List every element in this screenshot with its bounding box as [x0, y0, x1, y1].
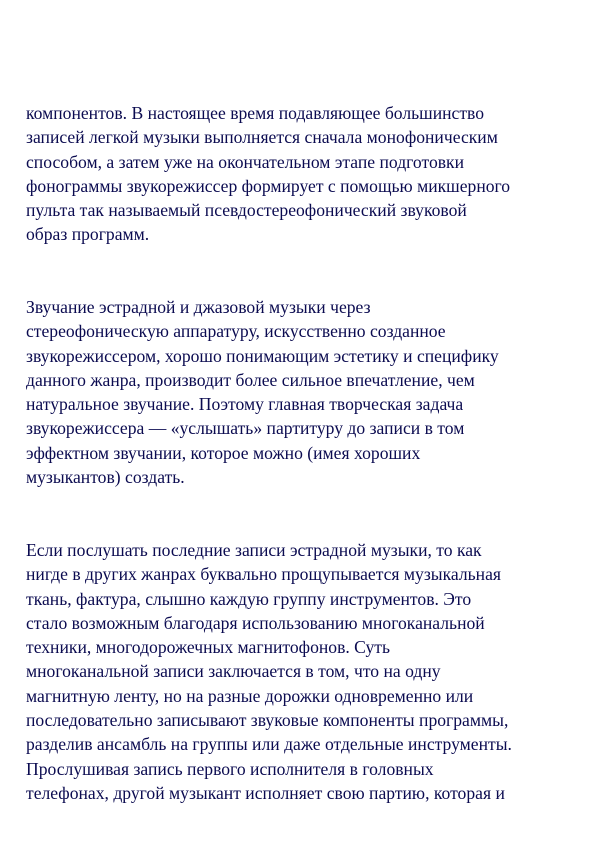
- text-line: техники, многодорожечных магнитофонов. Суть: [26, 637, 390, 658]
- text-line: Прослушивая запись первого исполнителя в головных: [26, 758, 434, 779]
- text-line: эффектном звучании, которое можно (имея хороших: [26, 442, 421, 463]
- text-line: нигде в других жанрах буквально прощупывается музыкальная: [26, 564, 501, 585]
- text-line: Звучание эстрадной и джазовой музыки через: [26, 297, 371, 317]
- text-line: разделив ансамбль на группы или даже отдельные инструменты.: [26, 734, 512, 755]
- text-line: образ программ.: [26, 224, 150, 245]
- text-line: Если послушать последние записи эстрадной музыки, то как: [26, 540, 482, 560]
- text-line: данного жанра, производит более сильное впечатление, чем: [26, 369, 475, 390]
- text-line: последовательно записывают звуковые компоненты программы,: [26, 710, 509, 731]
- text-line: звукорежиссером, хорошо понимающим эстетику и специфику: [26, 345, 499, 366]
- text-line: натуральное звучание. Поэтому главная творческая задача: [26, 394, 464, 415]
- paragraph-2: [26, 295, 586, 489]
- text-line: стало возможным благодаря использованию многоканальной: [26, 612, 485, 633]
- paragraph-3: [26, 538, 586, 805]
- text-line: пульта так называемый псевдостереофонический звуковой: [26, 200, 467, 221]
- text-line: записей легкой музыки выполняется сначала монофоническим: [26, 127, 498, 148]
- text-line: музыкантов) создать.: [26, 467, 185, 488]
- text-line: способом, а затем уже на окончательном этапе подготовки: [26, 151, 465, 172]
- text-line: звукорежиссера — «услышать» партитуру до записи в том: [26, 418, 465, 439]
- text-line: стереофоническую аппаратуру, искусственно созданное: [26, 321, 446, 342]
- text-line: компонентов. В настоящее время подавляющее большинство: [26, 103, 485, 123]
- text-line: ткань, фактура, слышно каждую группу инструментов. Это: [26, 588, 472, 609]
- paragraph-1: [26, 101, 586, 247]
- text-line: многоканальной записи заключается в том, что на одну: [26, 661, 441, 682]
- text-line: магнитную ленту, но на разные дорожки одновременно или: [26, 685, 474, 706]
- text-line: фонограммы звукорежиссер формирует с помощью микшерного: [26, 175, 511, 196]
- text-line: телефонах, другой музыкант исполняет свою партию, которая и: [26, 782, 505, 803]
